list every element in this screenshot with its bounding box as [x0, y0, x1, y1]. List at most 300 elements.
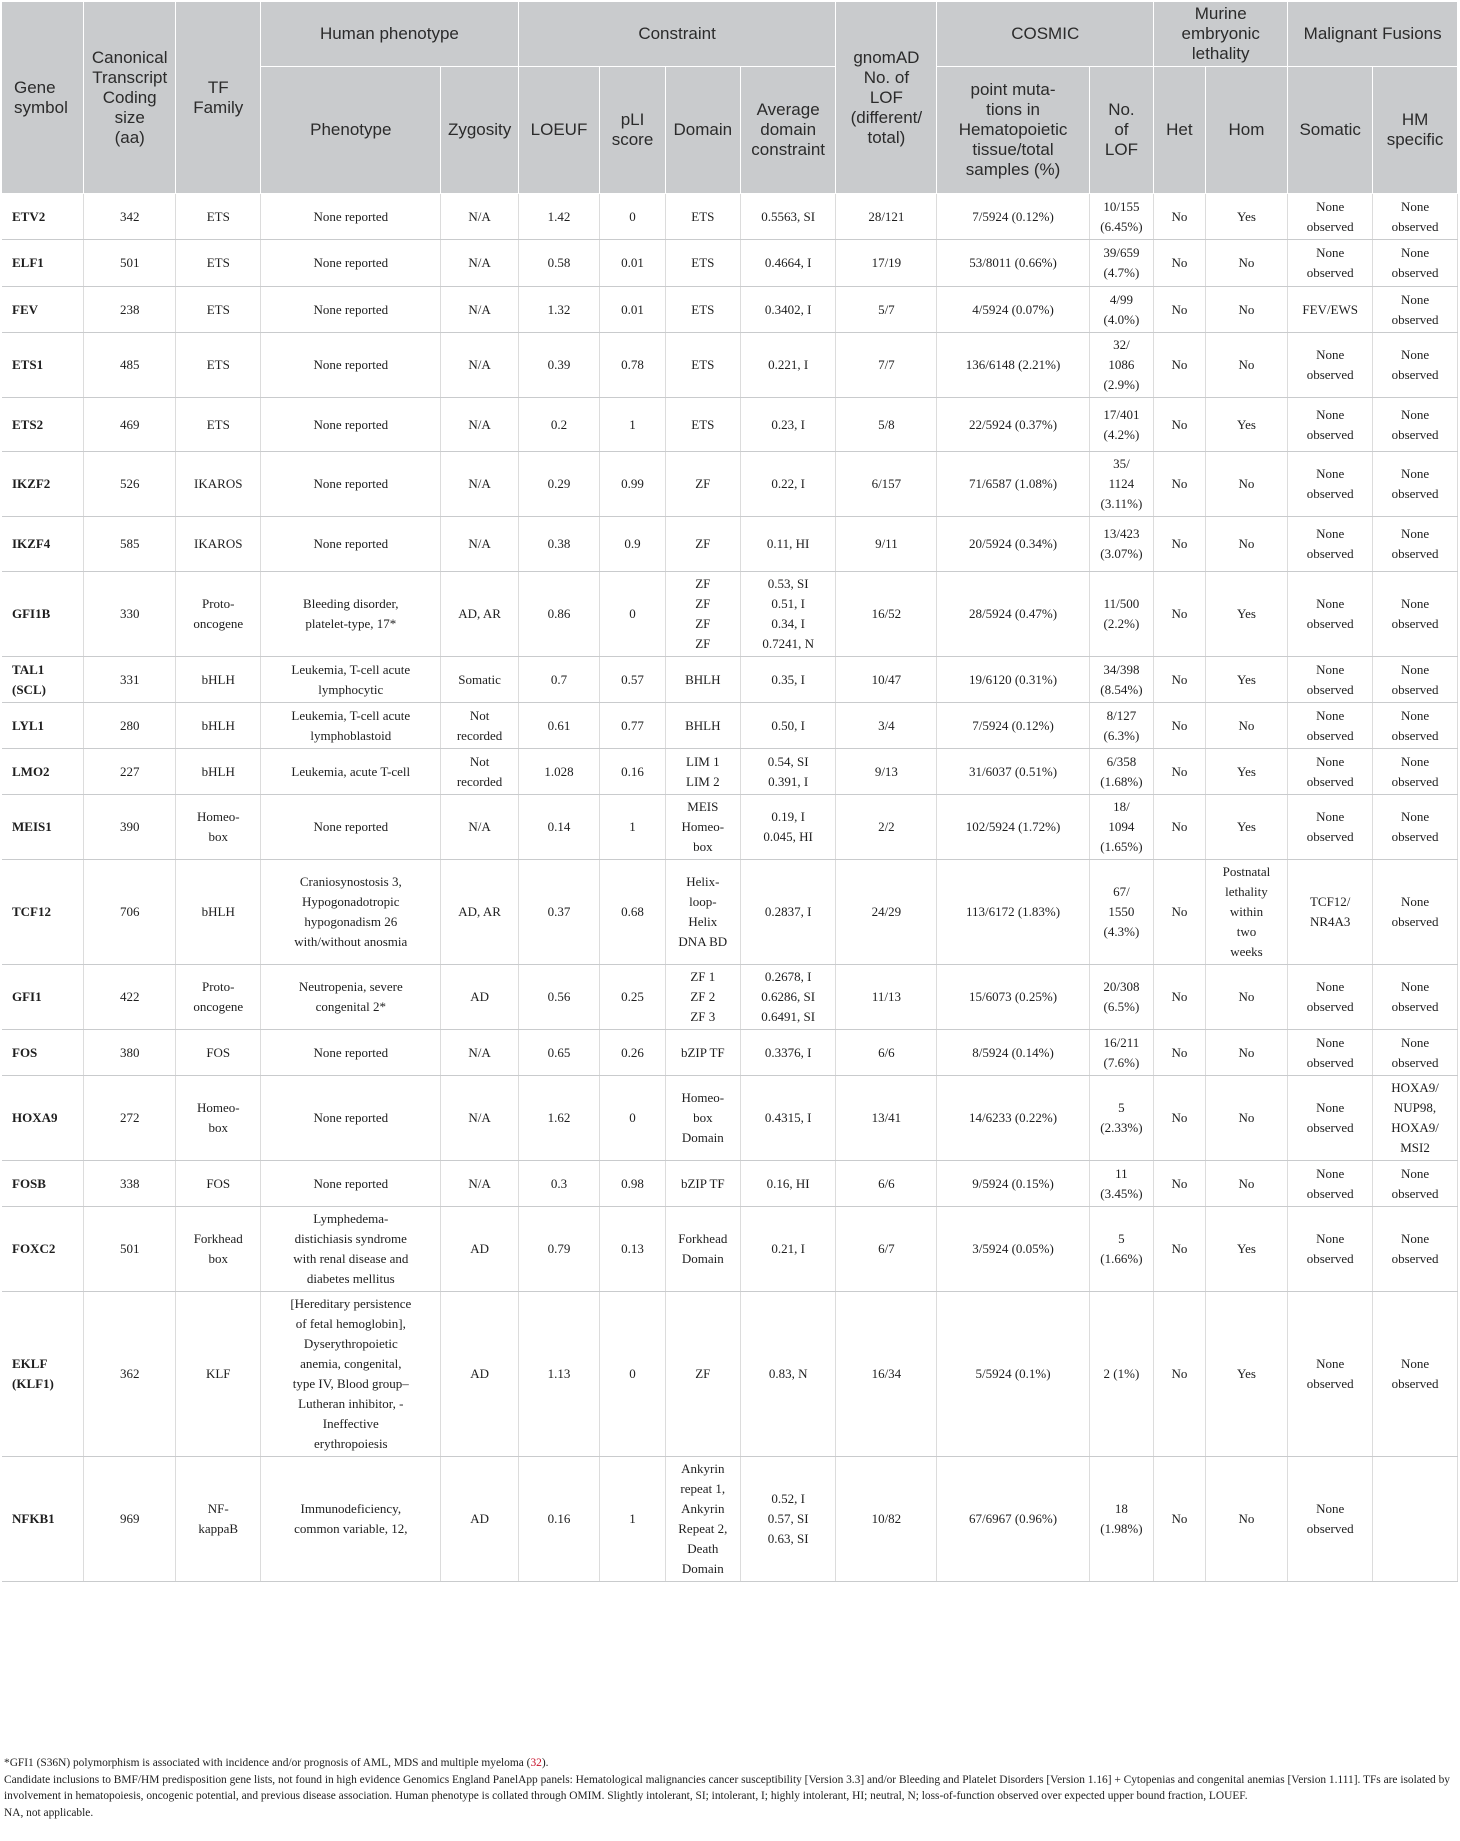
hm-specific-cell: None observed: [1373, 657, 1458, 703]
zygosity-cell: N/A: [441, 333, 518, 398]
gene-symbol-cell: FEV: [2, 287, 84, 333]
constraint-header: Constraint: [518, 2, 836, 67]
gene-symbol-header: Gene symbol: [2, 2, 84, 194]
tf-family-cell: ETS: [176, 333, 261, 398]
point-mutations-cell: 7/5924 (0.12%): [937, 703, 1089, 749]
somatic-fusion-cell: None observed: [1288, 240, 1373, 287]
coding-size-header: Canonical Transcript Coding size (aa): [84, 2, 176, 194]
zygosity-cell: Somatic: [441, 657, 518, 703]
gnomad-lof-cell: 5/7: [836, 287, 937, 333]
phenotype-cell: None reported: [261, 1161, 441, 1207]
hom-cell: Yes: [1205, 795, 1288, 860]
gnomad-lof-cell: 6/7: [836, 1207, 937, 1292]
table-row: [2, 240, 1458, 287]
somatic-fusion-cell: None observed: [1288, 1030, 1373, 1076]
point-mutations-cell: 136/6148 (2.21%): [937, 333, 1089, 398]
no-lof-cell: 4/99 (4.0%): [1089, 287, 1153, 333]
hom-cell: Yes: [1205, 749, 1288, 795]
loeuf-cell: 0.79: [518, 1207, 600, 1292]
avg-domain-cell: 0.2678, I 0.6286, SI 0.6491, SI: [740, 965, 836, 1030]
somatic-fusion-cell: None observed: [1288, 749, 1373, 795]
domain-cell: BHLH: [665, 657, 740, 703]
loeuf-cell: 0.7: [518, 657, 600, 703]
gene-symbol-cell: FOSB: [2, 1161, 84, 1207]
hm-specific-cell: [1373, 1457, 1458, 1582]
gnomad-lof-cell: 10/47: [836, 657, 937, 703]
no-lof-cell: 2 (1%): [1089, 1292, 1153, 1457]
no-lof-cell: 18 (1.98%): [1089, 1457, 1153, 1582]
somatic-fusion-cell: None observed: [1288, 657, 1373, 703]
hom-cell: No: [1205, 1457, 1288, 1582]
avg-domain-cell: 0.53, SI 0.51, I 0.34, I 0.7241, N: [740, 572, 836, 657]
tf-family-cell: FOS: [176, 1161, 261, 1207]
phenotype-cell: None reported: [261, 240, 441, 287]
avg-domain-cell: 0.83, N: [740, 1292, 836, 1457]
het-cell: No: [1154, 194, 1206, 240]
zygosity-cell: AD: [441, 965, 518, 1030]
coding-size-cell: 380: [84, 1030, 176, 1076]
somatic-fusion-cell: None observed: [1288, 517, 1373, 572]
zygosity-header: Zygosity: [441, 67, 518, 194]
footnote-gfi1-end: ).: [541, 1757, 549, 1769]
gnomad-lof-cell: 28/121: [836, 194, 937, 240]
point-mutations-cell: 3/5924 (0.05%): [937, 1207, 1089, 1292]
no-lof-cell: 67/ 1550 (4.3%): [1089, 860, 1153, 965]
coding-size-cell: 422: [84, 965, 176, 1030]
hom-cell: No: [1205, 1076, 1288, 1161]
pli-cell: 0.68: [600, 860, 665, 965]
zygosity-cell: N/A: [441, 452, 518, 517]
pli-cell: 0.77: [600, 703, 665, 749]
gene-symbol-cell: NFKB1: [2, 1457, 84, 1582]
table-row: [2, 749, 1458, 795]
pli-cell: 0.16: [600, 749, 665, 795]
human-phenotype-header: Human phenotype: [261, 2, 519, 67]
tf-family-cell: NF- kappaB: [176, 1457, 261, 1582]
no-lof-cell: 32/ 1086 (2.9%): [1089, 333, 1153, 398]
domain-cell: bZIP TF: [665, 1161, 740, 1207]
loeuf-cell: 0.2: [518, 398, 600, 452]
zygosity-cell: N/A: [441, 1076, 518, 1161]
domain-cell: ZF ZF ZF ZF: [665, 572, 740, 657]
domain-cell: ZF: [665, 452, 740, 517]
hm-specific-cell: None observed: [1373, 1161, 1458, 1207]
hom-cell: No: [1205, 240, 1288, 287]
gene-symbol-cell: TAL1 (SCL): [2, 657, 84, 703]
het-cell: No: [1154, 240, 1206, 287]
somatic-fusion-cell: TCF12/ NR4A3: [1288, 860, 1373, 965]
het-cell: No: [1154, 398, 1206, 452]
somatic-fusion-cell: FEV/EWS: [1288, 287, 1373, 333]
hm-specific-header: HM specific: [1373, 67, 1458, 194]
somatic-fusion-cell: None observed: [1288, 1457, 1373, 1582]
loeuf-cell: 0.3: [518, 1161, 600, 1207]
tf-family-cell: Forkhead box: [176, 1207, 261, 1292]
domain-cell: ETS: [665, 398, 740, 452]
footnote-na: NA, not applicable.: [4, 1806, 94, 1819]
table-row: [2, 1292, 1458, 1457]
table-row: [2, 703, 1458, 749]
pli-cell: 0.01: [600, 287, 665, 333]
no-lof-cell: 10/155 (6.45%): [1089, 194, 1153, 240]
gnomad-lof-cell: 7/7: [836, 333, 937, 398]
tf-family-cell: FOS: [176, 1030, 261, 1076]
coding-size-cell: 469: [84, 398, 176, 452]
domain-cell: ETS: [665, 287, 740, 333]
coding-size-cell: 706: [84, 860, 176, 965]
hom-cell: Yes: [1205, 657, 1288, 703]
zygosity-cell: AD, AR: [441, 572, 518, 657]
gnomad-lof-cell: 6/6: [836, 1161, 937, 1207]
somatic-fusion-cell: None observed: [1288, 1207, 1373, 1292]
loeuf-cell: 0.38: [518, 517, 600, 572]
tf-family-cell: Homeo- box: [176, 795, 261, 860]
point-mutations-cell: 22/5924 (0.37%): [937, 398, 1089, 452]
het-cell: No: [1154, 795, 1206, 860]
pli-cell: 0.99: [600, 452, 665, 517]
avg-domain-cell: 0.35, I: [740, 657, 836, 703]
gnomad-lof-cell: 17/19: [836, 240, 937, 287]
table-row: [2, 572, 1458, 657]
point-mutations-cell: 4/5924 (0.07%): [937, 287, 1089, 333]
point-mutations-cell: 5/5924 (0.1%): [937, 1292, 1089, 1457]
domain-cell: Helix- loop- Helix DNA BD: [665, 860, 740, 965]
hm-specific-cell: None observed: [1373, 795, 1458, 860]
tf-family-cell: bHLH: [176, 749, 261, 795]
zygosity-cell: N/A: [441, 795, 518, 860]
tf-table: [2, 2, 1458, 1582]
het-cell: No: [1154, 860, 1206, 965]
table-row: [2, 657, 1458, 703]
somatic-fusion-cell: None observed: [1288, 1292, 1373, 1457]
hm-specific-cell: None observed: [1373, 517, 1458, 572]
gnomad-lof-cell: 3/4: [836, 703, 937, 749]
point-mutations-cell: 8/5924 (0.14%): [937, 1030, 1089, 1076]
hom-cell: No: [1205, 703, 1288, 749]
avg-domain-cell: 0.4664, I: [740, 240, 836, 287]
tf-family-cell: Proto- oncogene: [176, 572, 261, 657]
murine-header: Murine embryonic lethality: [1154, 2, 1288, 67]
loeuf-cell: 0.65: [518, 1030, 600, 1076]
coding-size-cell: 227: [84, 749, 176, 795]
table-row: [2, 1457, 1458, 1582]
tf-family-cell: ETS: [176, 287, 261, 333]
het-cell: No: [1154, 1161, 1206, 1207]
coding-size-cell: 331: [84, 657, 176, 703]
no-lof-cell: 11 (3.45%): [1089, 1161, 1153, 1207]
domain-cell: LIM 1 LIM 2: [665, 749, 740, 795]
no-lof-cell: 17/401 (4.2%): [1089, 398, 1153, 452]
table-row: [2, 860, 1458, 965]
avg-domain-cell: 0.3376, I: [740, 1030, 836, 1076]
point-mutations-cell: 28/5924 (0.47%): [937, 572, 1089, 657]
pli-cell: 0.26: [600, 1030, 665, 1076]
point-mutations-cell: 31/6037 (0.51%): [937, 749, 1089, 795]
gene-symbol-cell: HOXA9: [2, 1076, 84, 1161]
gene-symbol-cell: ETS1: [2, 333, 84, 398]
gene-symbol-cell: IKZF4: [2, 517, 84, 572]
gnomad-lof-cell: 16/52: [836, 572, 937, 657]
table-body: [2, 194, 1458, 1582]
avg-domain-cell: 0.11, HI: [740, 517, 836, 572]
phenotype-cell: Bleeding disorder, platelet-type, 17*: [261, 572, 441, 657]
gene-symbol-cell: ETV2: [2, 194, 84, 240]
phenotype-cell: None reported: [261, 398, 441, 452]
table-row: [2, 1161, 1458, 1207]
point-mutations-cell: 7/5924 (0.12%): [937, 194, 1089, 240]
gnomad-lof-cell: 9/13: [836, 749, 937, 795]
table-row: [2, 965, 1458, 1030]
avg-domain-cell: 0.4315, I: [740, 1076, 836, 1161]
point-mutations-cell: 113/6172 (1.83%): [937, 860, 1089, 965]
phenotype-cell: Craniosynostosis 3, Hypogonadotropic hypogonadism 26 with/without anosmia: [261, 860, 441, 965]
somatic-fusion-cell: None observed: [1288, 703, 1373, 749]
loeuf-header: LOEUF: [518, 67, 600, 194]
phenotype-header: Phenotype: [261, 67, 441, 194]
gnomad-lof-cell: 5/8: [836, 398, 937, 452]
pli-cell: 0.25: [600, 965, 665, 1030]
pli-cell: 0.57: [600, 657, 665, 703]
tf-family-cell: IKAROS: [176, 517, 261, 572]
het-cell: No: [1154, 452, 1206, 517]
gene-symbol-cell: TCF12: [2, 860, 84, 965]
domain-header: Domain: [665, 67, 740, 194]
tf-family-cell: KLF: [176, 1292, 261, 1457]
somatic-fusion-cell: None observed: [1288, 194, 1373, 240]
no-lof-cell: 34/398 (8.54%): [1089, 657, 1153, 703]
loeuf-cell: 1.32: [518, 287, 600, 333]
gene-symbol-cell: ETS2: [2, 398, 84, 452]
domain-cell: BHLH: [665, 703, 740, 749]
gnomad-lof-cell: 13/41: [836, 1076, 937, 1161]
tf-family-cell: ETS: [176, 398, 261, 452]
zygosity-cell: AD, AR: [441, 860, 518, 965]
hm-specific-cell: None observed: [1373, 1030, 1458, 1076]
hom-cell: Yes: [1205, 398, 1288, 452]
avg-domain-cell: 0.21, I: [740, 1207, 836, 1292]
het-header: Het: [1154, 67, 1206, 194]
hom-header: Hom: [1205, 67, 1288, 194]
no-lof-cell: 11/500 (2.2%): [1089, 572, 1153, 657]
gnomad-lof-cell: 24/29: [836, 860, 937, 965]
coding-size-cell: 280: [84, 703, 176, 749]
fusions-header: Malignant Fusions: [1288, 2, 1458, 67]
reference-link[interactable]: 32: [530, 1757, 542, 1769]
table-row: [2, 194, 1458, 240]
gnomad-header: gnomAD No. of LOF (different/ total): [836, 2, 937, 194]
gene-symbol-cell: LYL1: [2, 703, 84, 749]
hm-specific-cell: None observed: [1373, 333, 1458, 398]
phenotype-cell: None reported: [261, 1030, 441, 1076]
avg-domain-cell: 0.22, I: [740, 452, 836, 517]
hm-specific-cell: None observed: [1373, 860, 1458, 965]
zygosity-cell: Not recorded: [441, 703, 518, 749]
het-cell: No: [1154, 287, 1206, 333]
table-row: [2, 517, 1458, 572]
coding-size-cell: 501: [84, 240, 176, 287]
loeuf-cell: 0.61: [518, 703, 600, 749]
somatic-fusion-cell: None observed: [1288, 572, 1373, 657]
phenotype-cell: Immunodeficiency, common variable, 12,: [261, 1457, 441, 1582]
loeuf-cell: 1.42: [518, 194, 600, 240]
gene-symbol-cell: FOS: [2, 1030, 84, 1076]
zygosity-cell: AD: [441, 1207, 518, 1292]
gene-symbol-cell: LMO2: [2, 749, 84, 795]
cosmic-header: COSMIC: [937, 2, 1154, 67]
domain-cell: bZIP TF: [665, 1030, 740, 1076]
coding-size-cell: 362: [84, 1292, 176, 1457]
no-lof-cell: 13/423 (3.07%): [1089, 517, 1153, 572]
point-mutations-cell: 67/6967 (0.96%): [937, 1457, 1089, 1582]
het-cell: No: [1154, 1457, 1206, 1582]
het-cell: No: [1154, 1076, 1206, 1161]
pli-cell: 0: [600, 572, 665, 657]
loeuf-cell: 0.86: [518, 572, 600, 657]
point-mutations-cell: 14/6233 (0.22%): [937, 1076, 1089, 1161]
domain-cell: ETS: [665, 194, 740, 240]
somatic-fusion-cell: None observed: [1288, 1076, 1373, 1161]
avg-domain-cell: 0.19, I 0.045, HI: [740, 795, 836, 860]
table-row: [2, 333, 1458, 398]
hom-cell: No: [1205, 287, 1288, 333]
het-cell: No: [1154, 657, 1206, 703]
het-cell: No: [1154, 749, 1206, 795]
no-lof-cell: 5 (1.66%): [1089, 1207, 1153, 1292]
hm-specific-cell: None observed: [1373, 749, 1458, 795]
point-mutations-header: point muta- tions in Hematopoietic tissue/total samples (%): [937, 67, 1089, 194]
loeuf-cell: 0.58: [518, 240, 600, 287]
point-mutations-cell: 9/5924 (0.15%): [937, 1161, 1089, 1207]
domain-cell: Ankyrin repeat 1, Ankyrin Repeat 2, Death Domain: [665, 1457, 740, 1582]
footnotes: [4, 1755, 1454, 1821]
table-row: [2, 398, 1458, 452]
gene-symbol-cell: IKZF2: [2, 452, 84, 517]
avg-domain-cell: 0.52, I 0.57, SI 0.63, SI: [740, 1457, 836, 1582]
zygosity-cell: N/A: [441, 194, 518, 240]
tf-family-cell: ETS: [176, 194, 261, 240]
loeuf-cell: 1.62: [518, 1076, 600, 1161]
tf-family-cell: IKAROS: [176, 452, 261, 517]
phenotype-cell: None reported: [261, 287, 441, 333]
hom-cell: No: [1205, 452, 1288, 517]
zygosity-cell: AD: [441, 1292, 518, 1457]
gnomad-lof-cell: 6/6: [836, 1030, 937, 1076]
loeuf-cell: 1.13: [518, 1292, 600, 1457]
coding-size-cell: 485: [84, 333, 176, 398]
het-cell: No: [1154, 517, 1206, 572]
pli-cell: 0: [600, 1076, 665, 1161]
avg-domain-cell: 0.23, I: [740, 398, 836, 452]
coding-size-cell: 969: [84, 1457, 176, 1582]
het-cell: No: [1154, 965, 1206, 1030]
hm-specific-cell: None observed: [1373, 287, 1458, 333]
gene-symbol-cell: GFI1B: [2, 572, 84, 657]
pli-cell: 1: [600, 398, 665, 452]
somatic-fusion-cell: None observed: [1288, 965, 1373, 1030]
tf-family-cell: ETS: [176, 240, 261, 287]
gene-symbol-cell: GFI1: [2, 965, 84, 1030]
coding-size-cell: 501: [84, 1207, 176, 1292]
domain-cell: MEIS Homeo- box: [665, 795, 740, 860]
coding-size-cell: 526: [84, 452, 176, 517]
tf-family-cell: bHLH: [176, 860, 261, 965]
somatic-fusion-cell: None observed: [1288, 795, 1373, 860]
point-mutations-cell: 102/5924 (1.72%): [937, 795, 1089, 860]
coding-size-cell: 390: [84, 795, 176, 860]
footnote-candidates: Candidate inclusions to BMF/HM predisposition gene lists, not found in high evidence Genomics England PanelApp panels: Hematological malignancies cancer susceptibility [Version 3.3] and/or Bleeding and Platelet Disorders [Version 1.16] + Cytopenias and congenital anemias [Version 1.111]. TFs are isolated by involvement in hematopoiesis, oncogenic potential, and previous disease association. Human phenotype is collated through OMIM. Slightly intolerant, SI; intolerant, I; highly intolerant, HI; neutral, N; loss-of-function observed over expected upper bound fraction, LOUEF.: [4, 1773, 1450, 1802]
point-mutations-cell: 19/6120 (0.31%): [937, 657, 1089, 703]
loeuf-cell: 0.14: [518, 795, 600, 860]
table-header: [2, 2, 1458, 194]
phenotype-cell: Neutropenia, severe congenital 2*: [261, 965, 441, 1030]
het-cell: No: [1154, 1292, 1206, 1457]
pli-cell: 0.01: [600, 240, 665, 287]
coding-size-cell: 272: [84, 1076, 176, 1161]
pli-cell: 0: [600, 1292, 665, 1457]
gnomad-lof-cell: 6/157: [836, 452, 937, 517]
tf-family-cell: bHLH: [176, 657, 261, 703]
no-lof-cell: 5 (2.33%): [1089, 1076, 1153, 1161]
phenotype-cell: None reported: [261, 1076, 441, 1161]
avg-domain-cell: 0.5563, SI: [740, 194, 836, 240]
somatic-fusion-cell: None observed: [1288, 398, 1373, 452]
domain-cell: ZF: [665, 517, 740, 572]
hom-cell: Yes: [1205, 1207, 1288, 1292]
hm-specific-cell: None observed: [1373, 703, 1458, 749]
hm-specific-cell: None observed: [1373, 240, 1458, 287]
zygosity-cell: N/A: [441, 1161, 518, 1207]
somatic-fusion-cell: None observed: [1288, 452, 1373, 517]
table-row: [2, 795, 1458, 860]
hm-specific-cell: None observed: [1373, 398, 1458, 452]
avg-domain-cell: 0.50, I: [740, 703, 836, 749]
pli-cell: 0.98: [600, 1161, 665, 1207]
domain-cell: ETS: [665, 333, 740, 398]
no-lof-cell: 8/127 (6.3%): [1089, 703, 1153, 749]
zygosity-cell: N/A: [441, 240, 518, 287]
coding-size-cell: 238: [84, 287, 176, 333]
table-row: [2, 452, 1458, 517]
hom-cell: No: [1205, 333, 1288, 398]
phenotype-cell: Leukemia, acute T-cell: [261, 749, 441, 795]
het-cell: No: [1154, 333, 1206, 398]
table-row: [2, 1207, 1458, 1292]
domain-cell: ETS: [665, 240, 740, 287]
het-cell: No: [1154, 1207, 1206, 1292]
domain-cell: Forkhead Domain: [665, 1207, 740, 1292]
het-cell: No: [1154, 703, 1206, 749]
loeuf-cell: 0.56: [518, 965, 600, 1030]
pli-cell: 0.9: [600, 517, 665, 572]
gnomad-lof-cell: 10/82: [836, 1457, 937, 1582]
avg-domain-cell: 0.3402, I: [740, 287, 836, 333]
pli-header: pLI score: [600, 67, 665, 194]
domain-cell: ZF 1 ZF 2 ZF 3: [665, 965, 740, 1030]
no-lof-cell: 16/211 (7.6%): [1089, 1030, 1153, 1076]
phenotype-cell: None reported: [261, 452, 441, 517]
zygosity-cell: N/A: [441, 398, 518, 452]
somatic-fusion-cell: None observed: [1288, 1161, 1373, 1207]
zygosity-cell: N/A: [441, 1030, 518, 1076]
zygosity-cell: AD: [441, 1457, 518, 1582]
phenotype-cell: Leukemia, T-cell acute lymphoblastoid: [261, 703, 441, 749]
somatic-fusion-cell: None observed: [1288, 333, 1373, 398]
avg-domain-cell: 0.16, HI: [740, 1161, 836, 1207]
tf-family-cell: Proto- oncogene: [176, 965, 261, 1030]
zygosity-cell: N/A: [441, 287, 518, 333]
avg-domain-cell: 0.221, I: [740, 333, 836, 398]
coding-size-cell: 338: [84, 1161, 176, 1207]
